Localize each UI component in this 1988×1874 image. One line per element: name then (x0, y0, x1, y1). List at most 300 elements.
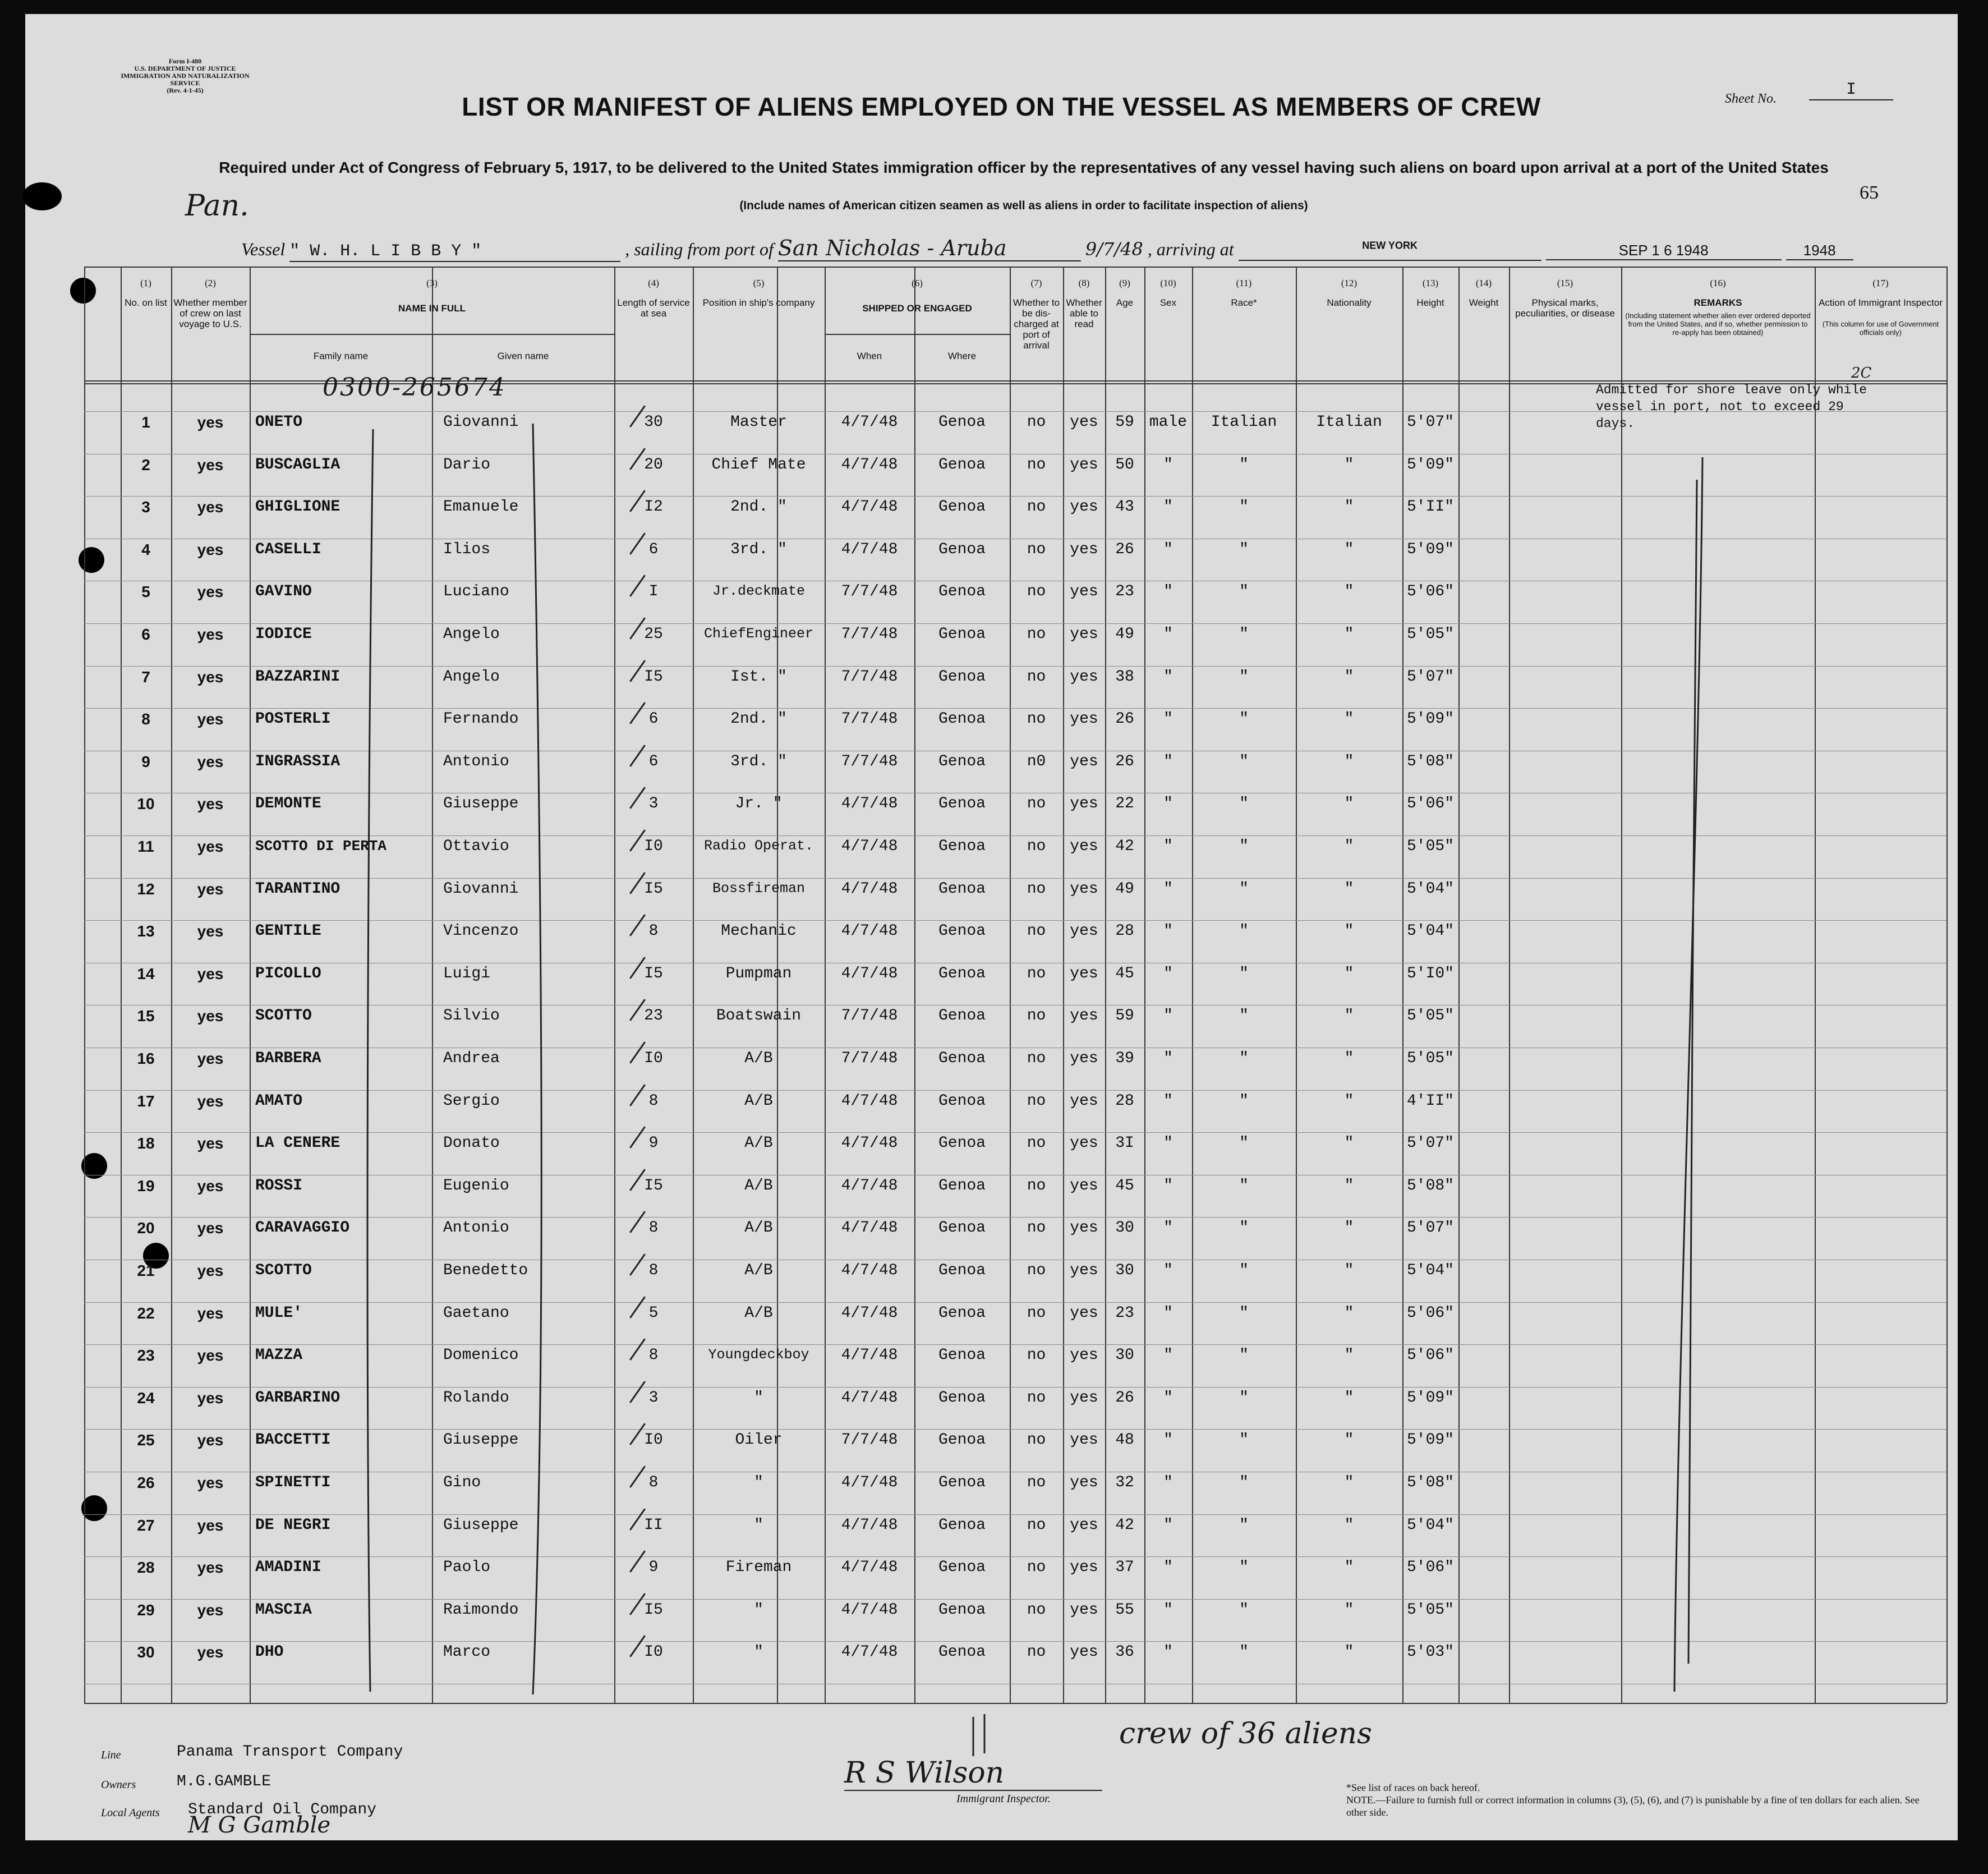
position: Master (730, 414, 787, 431)
given-name: Emanuele (443, 498, 519, 516)
crew-last-voyage: yes (197, 1431, 224, 1449)
column-number: (15) (1557, 278, 1573, 288)
family-name: INGRASSIA (255, 752, 340, 770)
shipped-when: 4/7/48 (841, 1516, 898, 1534)
position: Radio Operat. (703, 838, 814, 854)
crew-last-voyage: yes (197, 583, 224, 601)
remarks-text: Admitted for shore leave only while vessel in port, not to exceed 29 days. (1596, 383, 1867, 431)
discharged: no (1027, 838, 1046, 855)
nationality: " (1344, 710, 1354, 728)
height: 5'05" (1406, 1601, 1454, 1619)
shipped-where: Genoa (938, 1601, 986, 1619)
agents-label: Local Agents (101, 1807, 160, 1819)
row-number: 10 (137, 795, 155, 813)
service-length: 23 (644, 1007, 663, 1025)
shipped-where: Genoa (938, 1177, 986, 1195)
column-number: (14) (1475, 278, 1492, 288)
service-length: I0 (644, 1643, 663, 1661)
able-to-read: yes (1070, 752, 1098, 770)
column-subheading: Given name (497, 351, 549, 361)
shipped-when: 4/7/48 (841, 838, 898, 855)
column-heading: Action of Immigrant Inspector (1818, 297, 1943, 308)
sex: " (1163, 1347, 1173, 1365)
race: " (1239, 1304, 1249, 1322)
age: 36 (1115, 1643, 1134, 1661)
family-name: MASCIA (255, 1601, 312, 1619)
position: 2nd. " (730, 710, 787, 728)
given-name: Eugenio (443, 1177, 509, 1195)
given-name: Benedetto (443, 1262, 528, 1279)
sex: " (1163, 1262, 1173, 1279)
position: A/B (744, 1262, 773, 1279)
able-to-read: yes (1070, 1643, 1098, 1661)
column-number: (2) (205, 278, 216, 288)
row-number: 24 (137, 1389, 155, 1407)
vessel-name: " W. H. L I B B Y " (289, 242, 620, 262)
position: Ist. " (730, 668, 787, 686)
row-number: 11 (137, 838, 154, 855)
able-to-read: yes (1070, 1347, 1098, 1365)
row-number: 27 (137, 1516, 155, 1534)
crew-last-voyage: yes (197, 964, 224, 982)
discharged: no (1027, 540, 1046, 558)
age: 59 (1115, 414, 1134, 431)
age: 32 (1115, 1474, 1134, 1491)
family-name: BARBERA (255, 1050, 321, 1067)
height: 5'09" (1406, 540, 1454, 558)
discharged: no (1027, 1559, 1046, 1577)
given-name: Giovanni (443, 880, 519, 898)
column-heading: SHIPPED OR ENGAGED (862, 303, 972, 314)
height: 5'06" (1406, 1304, 1454, 1322)
nationality: Italian (1316, 414, 1382, 431)
shipped-when: 4/7/48 (841, 1177, 898, 1195)
position: 3rd. " (730, 540, 787, 558)
given-name: Domenico (443, 1347, 519, 1365)
row-number: 19 (137, 1177, 155, 1195)
height: 5'04" (1406, 922, 1454, 940)
service-length: 8 (648, 1092, 659, 1110)
service-length: I5 (644, 668, 663, 686)
age: 43 (1115, 498, 1134, 516)
shipped-where: Genoa (938, 1559, 986, 1577)
nationality: " (1344, 922, 1354, 940)
height: 5'07" (1406, 668, 1454, 686)
column-number: (5) (753, 278, 765, 288)
nationality: " (1344, 1177, 1354, 1195)
position: Bossfireman (712, 880, 806, 897)
shipped-when: 4/7/48 (841, 1474, 898, 1491)
position: Chief Mate (711, 456, 806, 474)
service-length: 8 (648, 922, 659, 940)
position: Pumpman (725, 964, 792, 982)
sex: " (1163, 1177, 1173, 1195)
sex: " (1163, 1219, 1173, 1237)
discharged: no (1027, 710, 1046, 728)
shipped-when: 4/7/48 (841, 1559, 898, 1577)
age: 26 (1115, 540, 1134, 558)
given-name: Dario (443, 456, 491, 474)
able-to-read: yes (1070, 1262, 1098, 1279)
shipped-where: Genoa (938, 414, 986, 431)
family-name: SCOTTO DI PERTA (255, 838, 387, 855)
row-number: 14 (137, 964, 155, 982)
given-name: Giuseppe (443, 795, 519, 813)
discharged: no (1027, 626, 1046, 643)
subtitle: Required under Act of Congress of February 5, 1917, to be delivered to the United States immigration officer by the representatives of any vessel having such aliens on board upon arrival at a port of the United States (219, 159, 1829, 176)
able-to-read: yes (1070, 1559, 1098, 1577)
nationality: " (1344, 752, 1354, 770)
age: 26 (1115, 710, 1134, 728)
position: 3rd. " (730, 752, 787, 770)
row-number: 29 (137, 1601, 155, 1619)
height: 5'07" (1406, 1219, 1454, 1237)
shipped-when: 7/7/48 (841, 626, 898, 643)
family-name: CASELLI (255, 540, 321, 558)
given-name: Antonio (443, 752, 509, 770)
race: " (1239, 1134, 1249, 1152)
remarks-code: 2C (1851, 365, 1872, 382)
shipped-when: 4/7/48 (841, 1219, 898, 1237)
nationality: " (1344, 498, 1354, 516)
shipped-when: 4/7/48 (841, 880, 898, 898)
able-to-read: yes (1070, 838, 1098, 855)
race: " (1239, 456, 1249, 474)
given-name: Gaetano (443, 1304, 509, 1322)
race: " (1239, 795, 1249, 813)
pan-mark: Pan. (185, 189, 249, 223)
page-title: LIST OR MANIFEST OF ALIENS EMPLOYED ON THE VESSEL AS MEMBERS OF CREW (462, 92, 1541, 121)
race: " (1239, 498, 1249, 516)
crew-last-voyage: yes (197, 1050, 224, 1067)
sex: " (1163, 880, 1173, 898)
height: 5'05" (1406, 838, 1454, 855)
discharged: no (1027, 922, 1046, 940)
owners-label: Owners (101, 1779, 136, 1791)
height: 5'04" (1406, 880, 1454, 898)
race: " (1239, 1601, 1249, 1619)
age: 28 (1115, 1092, 1134, 1110)
age: 55 (1115, 1601, 1134, 1619)
column-number: (7) (1030, 278, 1042, 288)
sex: " (1163, 1643, 1173, 1661)
agents-value: Standard Oil Company (188, 1801, 377, 1818)
nationality: " (1344, 1516, 1354, 1534)
position: Jr. " (735, 795, 783, 813)
nationality: " (1344, 540, 1354, 558)
shipped-when: 4/7/48 (841, 1601, 898, 1619)
sex: " (1163, 1050, 1173, 1067)
family-name: LA CENERE (255, 1134, 340, 1152)
column-heading: Age (1116, 297, 1134, 308)
position: Youngdeckboy (708, 1347, 809, 1363)
position: " (754, 1516, 763, 1534)
position: ChiefEngineer (703, 626, 814, 642)
crew-last-voyage: yes (197, 710, 224, 728)
shipped-when: 7/7/48 (841, 710, 898, 728)
row-number: 13 (137, 922, 155, 940)
discharged: no (1027, 795, 1046, 813)
sex: " (1163, 838, 1173, 855)
race: " (1239, 838, 1249, 855)
service-length: 30 (644, 414, 663, 431)
race: " (1239, 752, 1249, 770)
nationality: " (1344, 1262, 1354, 1279)
family-name: PICOLLO (255, 964, 321, 982)
discharged: no (1027, 1431, 1046, 1449)
shipped-when: 4/7/48 (841, 1347, 898, 1365)
column-heading: Whether able to read (1066, 297, 1102, 329)
line-value: Panama Transport Company (177, 1743, 403, 1761)
able-to-read: yes (1070, 498, 1098, 516)
shipped-where: Genoa (938, 1431, 986, 1449)
service-length: I0 (644, 1050, 663, 1067)
race: " (1239, 583, 1249, 601)
crew-last-voyage: yes (197, 922, 224, 940)
shipped-when: 4/7/48 (841, 1304, 898, 1322)
age: 28 (1115, 922, 1134, 940)
race: " (1239, 964, 1249, 982)
nationality: " (1344, 1219, 1354, 1237)
shipped-where: Genoa (938, 752, 986, 770)
row-number: 5 (141, 583, 150, 601)
able-to-read: yes (1070, 1134, 1098, 1152)
column-heading: Physical marks, peculiarities, or disease (1515, 297, 1615, 319)
nationality: " (1344, 1007, 1354, 1025)
family-name: GHIGLIONE (255, 498, 340, 516)
height: 5'09" (1406, 456, 1454, 474)
given-name: Giuseppe (443, 1431, 519, 1449)
nationality: " (1344, 964, 1354, 982)
row-number: 7 (141, 668, 150, 686)
row-number: 16 (137, 1050, 155, 1067)
race: " (1239, 1389, 1249, 1407)
sailing-port: San Nicholas - Aruba (778, 236, 1081, 261)
race: " (1239, 1431, 1249, 1449)
nationality: " (1344, 626, 1354, 643)
given-name: Silvio (443, 1007, 500, 1025)
height: 5'II" (1406, 498, 1454, 516)
sex: " (1163, 1431, 1173, 1449)
row-number: 4 (141, 540, 150, 558)
column-heading: Weight (1469, 297, 1499, 308)
age: 23 (1115, 1304, 1134, 1322)
sex: " (1163, 710, 1173, 728)
given-name: Giovanni (443, 414, 519, 431)
discharged: no (1027, 1516, 1046, 1534)
able-to-read: yes (1070, 1601, 1098, 1619)
given-name: Fernando (443, 710, 519, 728)
discharged: no (1027, 1050, 1046, 1067)
given-name: Giuseppe (443, 1516, 519, 1534)
height: 5'09" (1406, 1431, 1454, 1449)
shipped-where: Genoa (938, 668, 986, 686)
sex: " (1163, 752, 1173, 770)
arrival-date-stamp: SEP 1 6 1948 (1546, 242, 1782, 260)
sex: " (1163, 540, 1173, 558)
nationality: " (1344, 668, 1354, 686)
column-heading: Race* (1231, 297, 1257, 308)
crew-last-voyage: yes (197, 1601, 224, 1619)
position: Jr.deckmate (712, 583, 806, 600)
position: " (754, 1474, 763, 1491)
family-name: BACCETTI (255, 1431, 331, 1449)
able-to-read: yes (1070, 1389, 1098, 1407)
race: " (1239, 1262, 1249, 1279)
given-name: Marco (443, 1643, 491, 1661)
family-name: MULE' (255, 1304, 303, 1322)
crew-last-voyage: yes (197, 498, 224, 516)
sheet-number: I (1809, 80, 1893, 100)
crew-last-voyage: yes (197, 414, 224, 431)
owners-value: M.G.GAMBLE (177, 1773, 271, 1790)
discharged: no (1027, 1092, 1046, 1110)
able-to-read: yes (1070, 540, 1098, 558)
discharged: no (1027, 1304, 1046, 1322)
nationality: " (1344, 1559, 1354, 1577)
height: 5'07" (1406, 414, 1454, 431)
arriving-label: , arriving at (1147, 239, 1234, 259)
service-length: I0 (644, 838, 663, 855)
crew-last-voyage: yes (197, 540, 224, 558)
position: " (754, 1643, 763, 1661)
height: 5'05" (1406, 626, 1454, 643)
service-length: 3 (648, 1389, 659, 1407)
service-length: 6 (648, 540, 659, 558)
age: 3I (1115, 1134, 1134, 1152)
discharged: no (1027, 1262, 1046, 1279)
discharged: no (1027, 498, 1046, 516)
column-subheading: When (857, 351, 882, 361)
row-number: 20 (137, 1219, 155, 1237)
height: 5'08" (1406, 1474, 1454, 1491)
race: " (1239, 1050, 1249, 1067)
shipped-when: 7/7/48 (841, 752, 898, 770)
height: 5'04" (1406, 1516, 1454, 1534)
sex: " (1163, 1007, 1173, 1025)
column-number: (6) (912, 278, 923, 288)
crew-last-voyage: yes (197, 795, 224, 813)
shipped-where: Genoa (938, 838, 986, 855)
form-id-line: Form I-480 (168, 57, 202, 65)
given-name: Ilios (443, 540, 491, 558)
shipped-where: Genoa (938, 964, 986, 982)
service-length: 9 (648, 1134, 659, 1152)
race: " (1239, 668, 1249, 686)
height: 5'05" (1406, 1050, 1454, 1067)
column-heading: REMARKS (1694, 297, 1742, 308)
crew-last-voyage: yes (197, 1007, 224, 1025)
column-heading: Length of service at sea (617, 297, 690, 319)
sex: " (1163, 1304, 1173, 1322)
service-length: 8 (648, 1347, 659, 1365)
crew-last-voyage: yes (197, 752, 224, 770)
able-to-read: yes (1070, 1431, 1098, 1449)
able-to-read: yes (1070, 626, 1098, 643)
crew-last-voyage: yes (197, 1092, 224, 1110)
column-number: (3) (426, 278, 438, 288)
nationality: " (1344, 1431, 1354, 1449)
race: " (1239, 1516, 1249, 1534)
age: 30 (1115, 1262, 1134, 1279)
column-subheading: Family name (313, 351, 369, 361)
service-length: 8 (648, 1262, 659, 1279)
sex: " (1163, 1559, 1173, 1577)
fine-note: —Failure to furnish full or correct information in columns (3), (5), (6), and (7) is punishable by a fine of ten dollars for each alien. See other side. (1346, 1794, 1920, 1818)
remarks-note: (Including statement whether alien ever ordered deported from the United States, and if so, whether permission to re-apply has been obtained) (1625, 311, 1811, 337)
crew-last-voyage: yes (197, 456, 224, 474)
column-number: (9) (1119, 278, 1130, 288)
height: 5'09" (1406, 1389, 1454, 1407)
arrival-year: 1948 (1786, 242, 1853, 260)
sex: " (1163, 668, 1173, 686)
sex: " (1163, 456, 1173, 474)
family-name: SCOTTO (255, 1262, 312, 1279)
row-number: 6 (141, 626, 150, 643)
height: 5'08" (1406, 1177, 1454, 1195)
service-length: 6 (648, 752, 659, 770)
race: " (1239, 1007, 1249, 1025)
age: 49 (1115, 626, 1134, 643)
shipped-where: Genoa (938, 1516, 986, 1534)
crew-last-voyage: yes (197, 1389, 224, 1407)
nationality: " (1344, 1601, 1354, 1619)
row-number: 17 (137, 1092, 155, 1110)
row-number: 23 (137, 1347, 155, 1365)
column-heading: NAME IN FULL (398, 303, 466, 314)
able-to-read: yes (1070, 1050, 1098, 1067)
row-number: 18 (137, 1134, 155, 1152)
discharged: no (1027, 668, 1046, 686)
shipped-where: Genoa (938, 1474, 986, 1491)
height: 5'I0" (1406, 964, 1454, 982)
discharged: no (1027, 1474, 1046, 1491)
family-name: DHO (255, 1643, 284, 1661)
shipped-when: 4/7/48 (841, 1262, 898, 1279)
crew-note: crew of 36 aliens (1119, 1717, 1372, 1751)
nationality: " (1344, 1304, 1354, 1322)
discharged: no (1027, 1219, 1046, 1237)
race: " (1239, 540, 1249, 558)
position: A/B (744, 1304, 773, 1322)
shipped-when: 4/7/48 (841, 964, 898, 982)
shipped-where: Genoa (938, 1304, 986, 1322)
shipped-when: 7/7/48 (841, 1050, 898, 1067)
discharged: no (1027, 1134, 1046, 1152)
given-name: Raimondo (443, 1601, 519, 1619)
height: 5'09" (1406, 710, 1454, 728)
age: 23 (1115, 583, 1134, 601)
shipped-where: Genoa (938, 795, 986, 813)
given-name: Antonio (443, 1219, 509, 1237)
given-name: Donato (443, 1134, 500, 1152)
family-name: DEMONTE (255, 795, 321, 813)
sailing-date: 9/7/48 (1085, 238, 1143, 260)
able-to-read: yes (1070, 1007, 1098, 1025)
shipped-when: 4/7/48 (841, 540, 898, 558)
service-length: 3 (648, 795, 659, 813)
race: " (1239, 1643, 1249, 1661)
nationality: " (1344, 456, 1354, 474)
shipped-when: 4/7/48 (841, 1092, 898, 1110)
shipped-when: 7/7/48 (841, 1007, 898, 1025)
able-to-read: yes (1070, 1177, 1098, 1195)
sex: male (1149, 414, 1188, 431)
sex: " (1163, 583, 1173, 601)
nationality: " (1344, 1389, 1354, 1407)
sex: " (1163, 795, 1173, 813)
discharged: no (1027, 1643, 1046, 1661)
